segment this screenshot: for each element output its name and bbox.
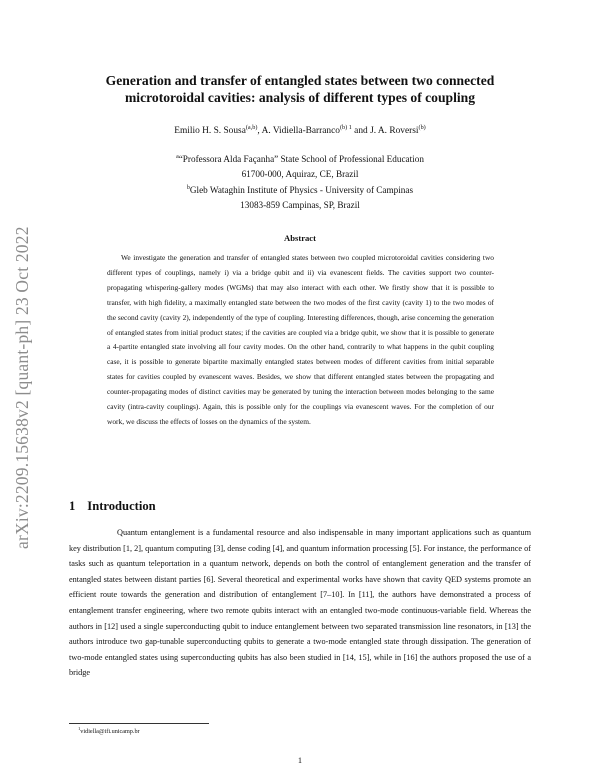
author-separator: , [257,126,262,137]
author-roversi-affil: (b) [418,124,426,131]
author-list [80,122,520,137]
affiliation-a-line-2: 61700-000, Aquiraz, CE, Brazil [241,168,359,179]
title-line-2: microtoroidal cavities: analysis of different types of coupling [124,90,476,105]
page-number: 1 [297,756,303,765]
author-separator: and [351,126,371,137]
section-number: 1 [69,499,76,513]
footnote-mark: 1 [78,726,81,731]
abstract-text: We investigate the generation and transfer of entangled states between two coupled microtoroidal cavities considering two different types of couplings, namely i) via a bridge qubit and ii) via evanescent fields. The cavities support two counter-propagating whispering-gallery modes (WGMs) that may also interact with each other. We firstly show that it is possible to transfer, with high fidelity, a maximally entangled state between the two modes of the first cavity (cavity 1) to the two modes of the second cavity (cavity 2), independently of the type of coupling. Interesting differences, though, arise concerning the generation of entangled states from initial product states; if the cavities are coupled via a bridge qubit, we show that it is possible to generate a 4-partite entangled state involving all four cavity modes. On the other hand, contrarily to what happens in the qubit coupling case, it is possible to generate bipartite maximally entangled states between modes of different cavities from initial separable states for cavities coupled by evanescent waves. Besides, we show that different entangled states between the propagating and counter-propagating modes of distinct cavities may be generated by tuning the interaction between modes belonging to the same cavity (intra-cavity couplings). Again, this is possible only for the couplings via evanescent waves. For the completion of our work, we discuss the effects of losses on the dynamics of the system. [107,253,494,426]
paper-title [80,72,520,106]
affiliations [80,150,520,213]
footnote-divider [69,723,209,724]
affiliation-a-mark: a [176,154,179,160]
affiliation-b-line-2: 13083-859 Campinas, SP, Brazil [240,199,360,210]
affiliation-b-mark: b [186,185,190,192]
footnote-email: vidiella@ifi.unicamp.br [80,728,140,736]
author-sousa-affil: (a,b) [245,124,258,131]
author-vidiella-affil: (b) 1 [339,124,352,131]
abstract-heading: Abstract [284,233,316,243]
affiliation-b-line-1: $^b$Gleb Wataghin Institute of Physics - University of Campinas [186,185,414,196]
section-title: Introduction [87,499,156,513]
author-sousa: Emilio H. S. Sousa [174,126,246,137]
section-heading [69,499,156,514]
affiliation-a-line-1: $^a$“Professora Alda Façanha” State School of Professional Education [176,154,424,165]
arxiv-stamp: arXiv:2209.15638v2 [quant-ph] 23 Oct 2022 [12,226,32,549]
introduction-paragraph: Quantum entanglement is a fundamental resource and also indispensable in many important applications such as quantum key distribution [1, 2], quantum computing [3], dense coding [4], and quantum information processing [5]. For instance, the performance of tasks such as quantum teleportation in a quantum network, depends on both the control of entanglement generation and the transfer of entangled states between distant parties [6]. Several theoretical and experimental works have shown that cavity QED systems promote an efficient route towards the generation and distribution of entanglement [7–10]. In [11], the authors have demonstrated a process of entanglement transfer engineering, where two remote qubits interact with an entangled two-mode continuous-variable field. Whereas the authors in [12] used a single superconducting qubit to induce entanglement between two separated transmission line resonators, in [13] the authors introduce two gap-tunable superconducting qubits to generate a two-mode entangled state through dissipation. The generation of two-mode entangled states using superconducting qubits has also been studied in [14, 15], while in [16] the authors proposed the use of a bridge [69,528,531,678]
author-roversi: J. A. Roversi [370,126,419,137]
title-line-1: Generation and transfer of entangled states between two connected [105,73,495,88]
footnote [78,726,140,735]
author-vidiella: A. Vidiella-Barranco [261,126,340,137]
